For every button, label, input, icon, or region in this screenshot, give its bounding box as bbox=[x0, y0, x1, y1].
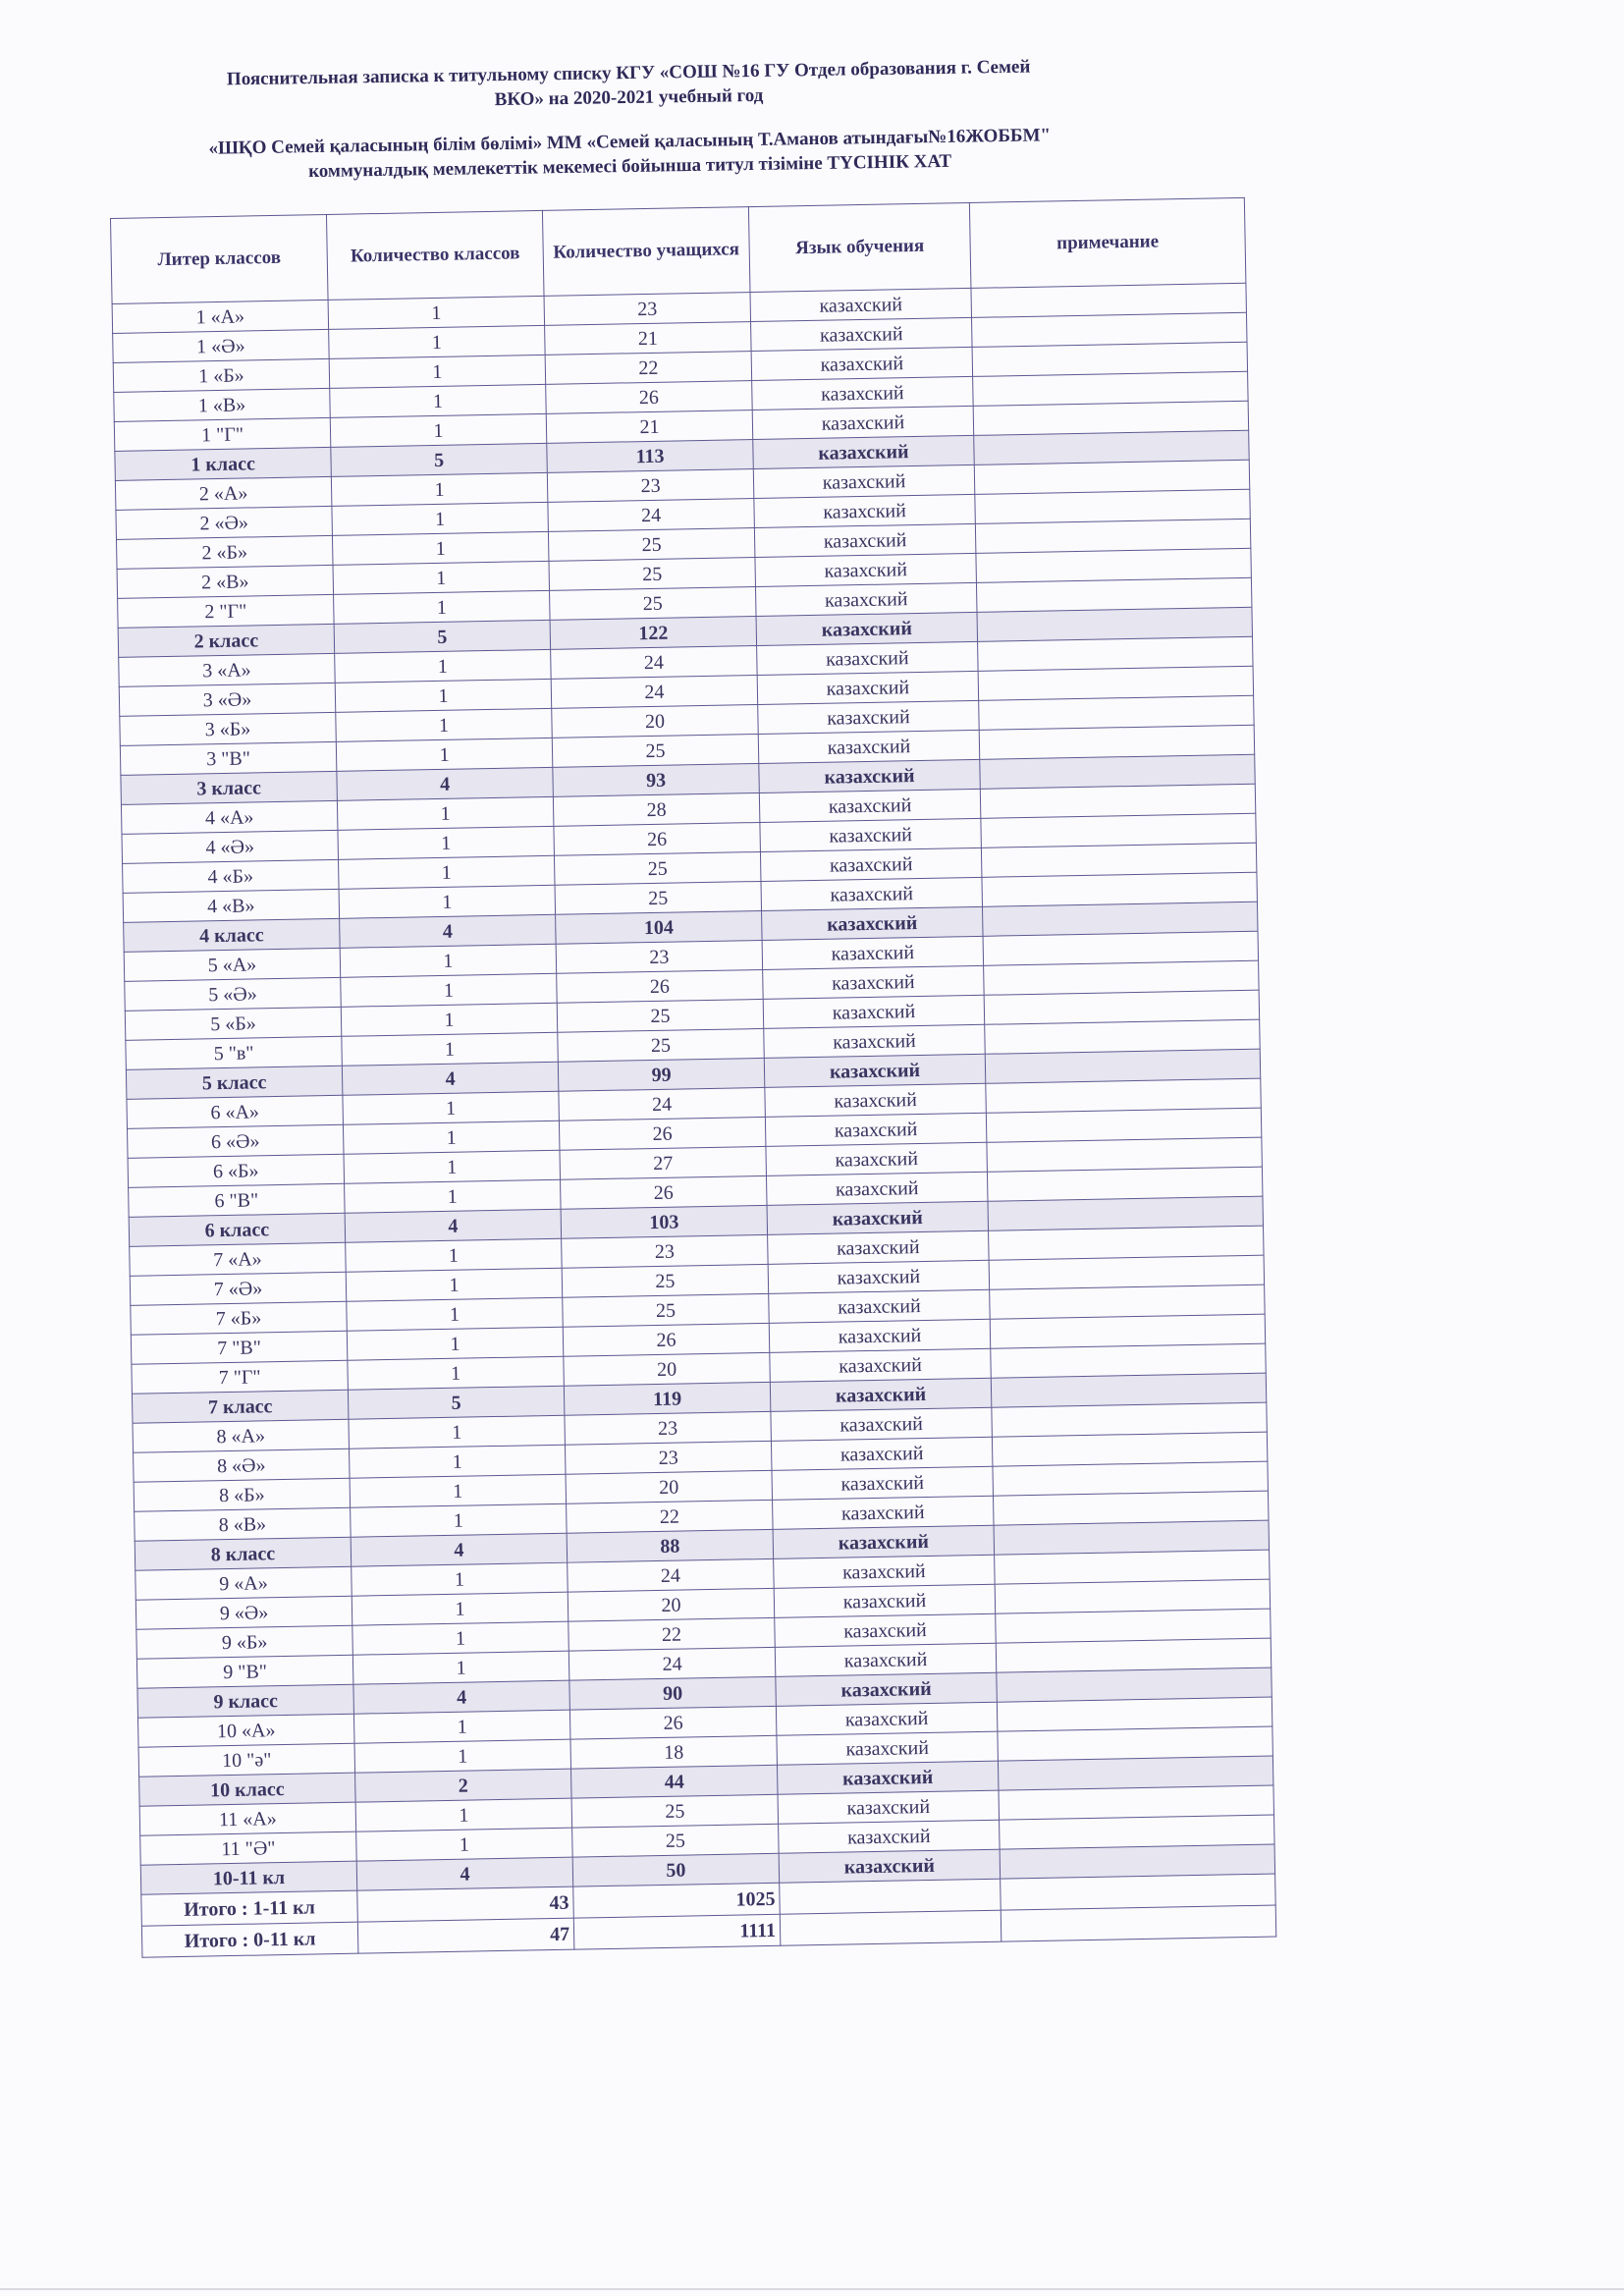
document-header bbox=[128, 53, 1131, 187]
language-cell: казахский bbox=[751, 317, 973, 351]
class-letter-cell: 4 класс bbox=[124, 918, 341, 952]
class-letter-cell: 9 класс bbox=[137, 1684, 354, 1718]
title-ru-line-2: ВКО» на 2020-2021 учебный год bbox=[494, 84, 764, 111]
student-count-cell: 20 bbox=[566, 1470, 773, 1503]
class-letter-cell: 5 «Ә» bbox=[125, 977, 342, 1011]
class-count-cell: 5 bbox=[331, 443, 548, 476]
student-count-cell: 25 bbox=[550, 587, 757, 621]
class-count-cell: 47 bbox=[357, 1918, 574, 1953]
class-letter-cell: 6 «А» bbox=[127, 1095, 344, 1128]
language-cell: казахский bbox=[764, 1054, 986, 1087]
column-header-student-count: Количество учащихся bbox=[542, 207, 750, 297]
class-letter-cell: 3 «А» bbox=[119, 653, 336, 686]
student-count-cell: 26 bbox=[546, 381, 753, 414]
class-count-cell: 43 bbox=[357, 1886, 574, 1922]
class-count-cell: 1 bbox=[353, 1710, 570, 1743]
class-letter-cell: 1 «В» bbox=[114, 388, 331, 421]
class-letter-cell: 2 «Ә» bbox=[116, 506, 333, 539]
student-count-cell: 20 bbox=[568, 1588, 775, 1621]
language-cell: казахский bbox=[760, 847, 982, 881]
class-count-cell: 1 bbox=[329, 355, 546, 388]
student-count-cell: 24 bbox=[568, 1558, 775, 1592]
student-count-cell: 27 bbox=[560, 1146, 767, 1179]
language-cell: казахский bbox=[751, 347, 973, 380]
class-letter-cell: 7 «Ә» bbox=[130, 1272, 347, 1305]
language-cell: казахский bbox=[776, 1672, 998, 1706]
class-count-cell: 1 bbox=[347, 1327, 564, 1360]
class-letter-cell: 9 "В" bbox=[136, 1655, 353, 1688]
class-letter-cell: 8 «Ә» bbox=[134, 1449, 351, 1482]
column-header-class-letter: Литер классов bbox=[111, 214, 329, 303]
class-count-cell: 1 bbox=[339, 855, 556, 889]
class-count-cell: 1 bbox=[342, 1032, 559, 1066]
language-cell: казахский bbox=[758, 700, 980, 734]
class-letter-cell: 11 «А» bbox=[139, 1802, 356, 1835]
class-letter-cell: 10-11 кл bbox=[140, 1861, 357, 1894]
language-cell: казахский bbox=[759, 789, 981, 822]
class-letter-cell: 1 «А» bbox=[112, 300, 329, 333]
student-count-cell: 25 bbox=[549, 558, 756, 591]
column-header-note: примечание bbox=[969, 197, 1246, 288]
student-count-cell: 18 bbox=[570, 1735, 778, 1769]
student-count-cell: 25 bbox=[557, 999, 764, 1032]
student-count-cell: 22 bbox=[545, 352, 752, 385]
student-count-cell: 20 bbox=[564, 1352, 771, 1386]
class-letter-cell: 8 «В» bbox=[135, 1507, 352, 1541]
language-cell: казахский bbox=[753, 465, 975, 498]
class-letter-cell: 7 «Б» bbox=[131, 1301, 348, 1335]
class-count-cell: 1 bbox=[330, 413, 547, 447]
class-letter-cell: 7 «А» bbox=[130, 1242, 347, 1276]
student-count-cell: 25 bbox=[563, 1293, 770, 1327]
class-letter-cell: 4 «В» bbox=[123, 889, 340, 922]
class-count-cell: 1 bbox=[335, 649, 552, 683]
column-header-class-count: Количество классов bbox=[326, 210, 544, 300]
language-cell: казахский bbox=[777, 1761, 999, 1794]
class-letter-cell: 2 «Б» bbox=[117, 535, 334, 569]
class-letter-cell: 10 "ә" bbox=[138, 1743, 355, 1777]
language-cell: казахский bbox=[760, 818, 982, 851]
language-cell bbox=[780, 1910, 1001, 1945]
class-count-cell: 5 bbox=[334, 620, 551, 653]
language-cell: казахский bbox=[773, 1496, 995, 1529]
student-count-cell: 26 bbox=[569, 1706, 777, 1739]
language-cell: казахский bbox=[775, 1643, 997, 1676]
language-cell: казахский bbox=[774, 1584, 996, 1617]
class-count-cell: 1 bbox=[346, 1238, 563, 1272]
language-cell: казахский bbox=[752, 406, 974, 439]
student-count-cell: 23 bbox=[565, 1411, 772, 1445]
class-count-cell: 1 bbox=[336, 708, 553, 741]
language-cell: казахский bbox=[766, 1172, 988, 1205]
class-letter-cell: 8 «Б» bbox=[134, 1478, 351, 1511]
language-cell: казахский bbox=[776, 1702, 998, 1735]
student-count-cell: 26 bbox=[561, 1175, 768, 1209]
student-count-cell: 22 bbox=[568, 1617, 776, 1651]
class-letter-cell: 5 «А» bbox=[124, 948, 341, 981]
language-cell: казахский bbox=[752, 376, 974, 410]
class-count-cell: 1 bbox=[338, 826, 555, 859]
class-letter-cell: 2 «В» bbox=[117, 565, 334, 598]
student-count-cell: 90 bbox=[569, 1676, 777, 1710]
class-count-cell: 1 bbox=[335, 679, 552, 712]
language-cell: казахский bbox=[755, 553, 977, 586]
class-count-cell: 4 bbox=[337, 767, 554, 800]
student-count-cell: 113 bbox=[547, 440, 754, 473]
language-cell: казахский bbox=[757, 671, 979, 704]
class-letter-cell: 10 «А» bbox=[137, 1714, 354, 1747]
class-count-cell: 1 bbox=[334, 590, 551, 624]
language-cell: казахский bbox=[769, 1319, 991, 1352]
language-cell: казахский bbox=[770, 1348, 992, 1382]
language-cell: казахский bbox=[761, 877, 983, 910]
class-count-cell: 1 bbox=[343, 1091, 560, 1124]
student-count-cell: 1111 bbox=[573, 1914, 781, 1949]
language-cell: казахский bbox=[759, 759, 981, 793]
student-count-cell: 50 bbox=[572, 1853, 780, 1886]
student-count-cell: 24 bbox=[551, 646, 758, 680]
class-letter-cell: 6 класс bbox=[129, 1213, 346, 1246]
class-count-cell: 4 bbox=[340, 914, 557, 948]
language-cell: казахский bbox=[769, 1289, 991, 1323]
note-cell bbox=[1001, 1874, 1276, 1910]
student-count-cell: 93 bbox=[553, 763, 760, 796]
class-count-cell: 1 bbox=[331, 472, 548, 506]
class-letter-cell: 3 "В" bbox=[120, 741, 337, 775]
class-letter-cell: 9 «Ә» bbox=[135, 1596, 352, 1629]
class-letter-cell: 1 «Ә» bbox=[113, 329, 330, 362]
class-letter-cell: 1 класс bbox=[115, 447, 332, 480]
language-cell: казахский bbox=[768, 1260, 990, 1293]
class-roster-table bbox=[110, 197, 1276, 1958]
language-cell: казахский bbox=[762, 906, 984, 940]
class-letter-cell: 3 «Ә» bbox=[119, 683, 336, 716]
student-count-cell: 23 bbox=[547, 469, 754, 503]
table-body bbox=[112, 283, 1276, 1957]
student-count-cell: 119 bbox=[564, 1382, 771, 1415]
class-count-cell: 1 bbox=[356, 1828, 573, 1861]
student-count-cell: 44 bbox=[571, 1765, 779, 1798]
class-count-cell: 1 bbox=[352, 1592, 568, 1625]
class-letter-cell: 6 «Б» bbox=[128, 1154, 345, 1187]
student-count-cell: 20 bbox=[552, 704, 759, 738]
student-count-cell: 23 bbox=[556, 940, 763, 973]
class-letter-cell: 4 «Б» bbox=[123, 859, 340, 893]
language-cell: казахский bbox=[754, 494, 976, 527]
student-count-cell: 21 bbox=[545, 322, 752, 355]
student-count-cell: 26 bbox=[554, 822, 761, 855]
class-count-cell: 1 bbox=[336, 738, 553, 771]
student-count-cell: 25 bbox=[562, 1264, 769, 1297]
class-letter-cell: 2 "Г" bbox=[118, 594, 335, 628]
class-letter-cell: 11 "Ә" bbox=[140, 1831, 357, 1865]
class-count-cell: 1 bbox=[350, 1445, 567, 1478]
class-count-cell: 1 bbox=[352, 1562, 568, 1596]
student-count-cell: 24 bbox=[568, 1647, 776, 1680]
class-letter-cell: 5 «Б» bbox=[125, 1007, 342, 1040]
class-count-cell: 4 bbox=[345, 1209, 562, 1242]
student-count-cell: 24 bbox=[548, 499, 755, 532]
class-count-cell: 1 bbox=[332, 531, 549, 565]
class-count-cell: 1 bbox=[341, 1003, 558, 1036]
class-count-cell: 1 bbox=[347, 1297, 564, 1331]
class-count-cell: 1 bbox=[345, 1179, 562, 1213]
class-count-cell: 1 bbox=[337, 796, 554, 830]
class-letter-cell: 8 «А» bbox=[133, 1419, 350, 1452]
language-cell: казахский bbox=[750, 288, 972, 321]
class-letter-cell: 4 «А» bbox=[121, 800, 338, 834]
language-cell: казахский bbox=[755, 582, 977, 616]
class-letter-cell: 10 класс bbox=[139, 1773, 356, 1806]
class-count-cell: 1 bbox=[352, 1621, 569, 1655]
title-ru-line-1: Пояснительная записка к титульному списку КГУ «СОШ №16 ГУ Отдел образования г. Семей bbox=[226, 56, 1031, 90]
language-cell bbox=[780, 1879, 1001, 1914]
class-count-cell: 1 bbox=[330, 384, 547, 417]
student-count-cell: 104 bbox=[556, 910, 763, 944]
student-count-cell: 26 bbox=[559, 1117, 766, 1150]
class-letter-cell: 2 «А» bbox=[115, 476, 332, 510]
student-count-cell: 24 bbox=[551, 675, 758, 708]
student-count-cell: 25 bbox=[554, 851, 761, 885]
language-cell: казахский bbox=[779, 1849, 1001, 1883]
class-count-cell: 1 bbox=[350, 1474, 567, 1507]
class-count-cell: 1 bbox=[333, 561, 550, 594]
class-count-cell: 1 bbox=[352, 1651, 569, 1684]
class-count-cell: 1 bbox=[354, 1739, 571, 1773]
class-count-cell: 1 bbox=[343, 1121, 560, 1154]
language-cell: казахский bbox=[773, 1525, 995, 1558]
language-cell: казахский bbox=[768, 1230, 990, 1264]
class-letter-cell: 3 «Б» bbox=[120, 712, 337, 745]
class-count-cell: 1 bbox=[328, 296, 545, 329]
class-letter-cell: 4 «Ә» bbox=[122, 830, 339, 863]
language-cell: казахский bbox=[763, 965, 985, 999]
column-header-language: Язык обучения bbox=[748, 202, 971, 292]
class-letter-cell: 8 класс bbox=[135, 1537, 352, 1570]
class-count-cell: 1 bbox=[332, 502, 549, 535]
class-letter-cell: 9 «Б» bbox=[136, 1625, 353, 1659]
class-count-cell: 4 bbox=[351, 1533, 568, 1566]
student-count-cell: 122 bbox=[550, 617, 757, 650]
student-count-cell: 23 bbox=[544, 293, 751, 326]
title-kz-line-1: «ШҚО Семей қаласының білім бөлімі» ММ «Семей қаласының Т.Аманов атындағы№16ЖОББМ" bbox=[208, 125, 1052, 159]
student-count-cell: 99 bbox=[558, 1058, 765, 1091]
student-count-cell: 1025 bbox=[573, 1883, 781, 1918]
language-cell: казахский bbox=[767, 1201, 989, 1234]
class-letter-cell: Итого : 0-11 кл bbox=[141, 1922, 358, 1957]
student-count-cell: 23 bbox=[565, 1441, 772, 1474]
language-cell: казахский bbox=[764, 1024, 986, 1058]
language-cell: казахский bbox=[758, 730, 980, 763]
class-letter-cell: 2 класс bbox=[118, 624, 335, 657]
class-count-cell: 1 bbox=[349, 1415, 566, 1449]
title-kz-line-2: коммуналдық мемлекеттік мекемесі бойынша титул тізіміне ТҮСІНІК ХАТ bbox=[307, 150, 952, 183]
language-cell: казахский bbox=[765, 1083, 987, 1117]
language-cell: казахский bbox=[774, 1555, 996, 1588]
class-count-cell: 1 bbox=[339, 885, 556, 918]
class-count-cell: 5 bbox=[348, 1386, 565, 1419]
class-letter-cell: 6 "В" bbox=[129, 1183, 346, 1217]
class-letter-cell: 7 "В" bbox=[131, 1331, 348, 1364]
language-cell: казахский bbox=[766, 1142, 988, 1175]
class-letter-cell: 7 "Г" bbox=[132, 1360, 349, 1394]
student-count-cell: 25 bbox=[555, 881, 762, 914]
student-count-cell: 22 bbox=[567, 1500, 774, 1533]
class-letter-cell: 5 класс bbox=[126, 1066, 343, 1099]
student-count-cell: 21 bbox=[546, 410, 753, 444]
student-count-cell: 26 bbox=[563, 1323, 770, 1356]
class-letter-cell: Итого : 1-11 кл bbox=[141, 1890, 358, 1926]
class-count-cell: 1 bbox=[341, 973, 558, 1007]
language-cell: казахский bbox=[771, 1407, 993, 1441]
class-roster-sheet bbox=[110, 197, 1276, 1958]
class-count-cell: 1 bbox=[344, 1150, 561, 1183]
class-letter-cell: 3 класс bbox=[121, 771, 338, 804]
note-cell bbox=[1001, 1905, 1276, 1941]
class-letter-cell: 1 «Б» bbox=[113, 358, 330, 392]
class-letter-cell: 7 класс bbox=[132, 1390, 349, 1423]
student-count-cell: 28 bbox=[553, 793, 760, 826]
class-count-cell: 1 bbox=[346, 1268, 563, 1301]
student-count-cell: 24 bbox=[559, 1087, 766, 1121]
class-letter-cell: 5 "в" bbox=[126, 1036, 343, 1069]
language-cell: казахский bbox=[779, 1820, 1001, 1853]
class-count-cell: 1 bbox=[340, 944, 557, 977]
student-count-cell: 25 bbox=[572, 1824, 780, 1857]
language-cell: казахский bbox=[757, 641, 979, 675]
class-letter-cell: 1 "Г" bbox=[114, 417, 331, 451]
language-cell: казахский bbox=[772, 1466, 994, 1500]
page-bottom-rule bbox=[0, 2288, 1624, 2290]
language-cell: казахский bbox=[763, 995, 985, 1028]
class-count-cell: 1 bbox=[351, 1503, 568, 1537]
student-count-cell: 103 bbox=[561, 1205, 768, 1238]
class-letter-cell: 9 «А» bbox=[135, 1566, 352, 1600]
language-cell: казахский bbox=[753, 435, 975, 468]
student-count-cell: 25 bbox=[548, 528, 755, 562]
class-count-cell: 2 bbox=[355, 1769, 572, 1802]
class-count-cell: 4 bbox=[353, 1680, 570, 1714]
student-count-cell: 23 bbox=[562, 1234, 769, 1268]
language-cell: казахский bbox=[765, 1113, 987, 1146]
class-count-cell: 1 bbox=[355, 1798, 572, 1831]
language-cell: казахский bbox=[756, 612, 978, 645]
student-count-cell: 25 bbox=[552, 734, 759, 767]
language-cell: казахский bbox=[770, 1378, 992, 1411]
language-cell: казахский bbox=[771, 1437, 993, 1470]
student-count-cell: 26 bbox=[557, 969, 764, 1003]
student-count-cell: 88 bbox=[567, 1529, 774, 1562]
language-cell: казахский bbox=[775, 1613, 997, 1647]
student-count-cell: 25 bbox=[558, 1028, 765, 1062]
class-count-cell: 1 bbox=[329, 325, 546, 358]
class-count-cell: 4 bbox=[356, 1857, 573, 1890]
student-count-cell: 25 bbox=[571, 1794, 779, 1828]
class-count-cell: 1 bbox=[348, 1356, 565, 1390]
language-cell: казахский bbox=[754, 523, 976, 557]
language-cell: казахский bbox=[762, 936, 984, 969]
language-cell: казахский bbox=[778, 1790, 1000, 1824]
class-count-cell: 4 bbox=[342, 1062, 559, 1095]
class-letter-cell: 6 «Ә» bbox=[127, 1124, 344, 1158]
language-cell: казахский bbox=[777, 1731, 999, 1765]
